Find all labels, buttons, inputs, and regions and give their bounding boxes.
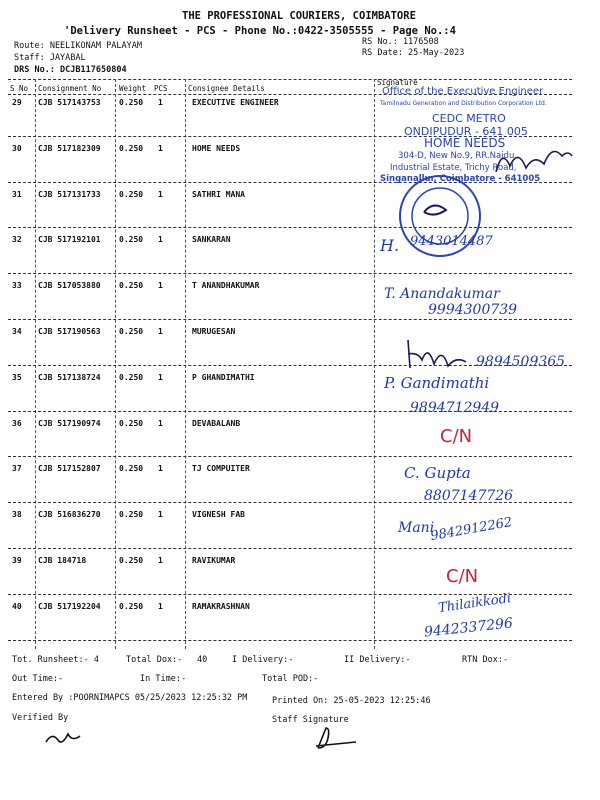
row-consignment: CJB 517138724: [38, 373, 101, 382]
staff-label: Staff: JAYABAL: [14, 53, 86, 63]
row-pcs: 1: [158, 235, 163, 244]
row-consignment: CJB 517190974: [38, 419, 101, 428]
row-sno: 38: [12, 510, 22, 519]
ii-delivery: II Delivery:-: [344, 655, 411, 665]
row-consignment: CJB 517053880: [38, 281, 101, 290]
printed-on: Printed On: 25-05-2023 12:25:46: [272, 696, 431, 706]
row-pcs: 1: [158, 419, 163, 428]
handwriting-row33-name: T. Anandakumar: [384, 286, 500, 302]
row-divider: [8, 548, 572, 549]
handwriting-row36-mark: C/N: [440, 426, 473, 447]
col-sno: S No: [10, 84, 29, 93]
row-sno: 36: [12, 419, 22, 428]
handwriting-row40-phone: 9442337296: [423, 615, 514, 641]
total-dox-label: Total Dox:-: [126, 655, 183, 665]
rs-date: RS Date: 25-May-2023: [362, 48, 465, 58]
row-weight: 0.250: [119, 373, 144, 382]
row-consignee: HOME NEEDS: [192, 144, 241, 153]
handwriting-row34-phone: 9894509365: [476, 354, 566, 370]
row-sno: 32: [12, 235, 22, 244]
total-pod: Total POD:-: [262, 674, 319, 684]
row-sno: 33: [12, 281, 22, 290]
row-consignment: CJB 517131733: [38, 190, 101, 199]
home-stamp-line2: 304-D, New No.9, RR.Naidu: [398, 151, 515, 161]
row-pcs: 1: [158, 98, 163, 107]
row-consignee: VIGNESH FAB: [192, 510, 245, 519]
col-consignment: Consignment No: [38, 84, 102, 93]
row-weight: 0.250: [119, 281, 144, 290]
handwriting-row37-phone: 8807147726: [424, 488, 514, 504]
row-consignee: P GHANDIMATHI: [192, 373, 255, 382]
row-weight: 0.250: [119, 190, 144, 199]
row-weight: 0.250: [119, 327, 144, 336]
row-weight: 0.250: [119, 602, 144, 611]
row-consignee: DEVABALANB: [192, 419, 241, 428]
office-stamp-line2: Tamilnadu Generation and Distribution Corporation Ltd.: [380, 100, 547, 107]
staff-signature: Staff Signature: [272, 715, 349, 725]
rs-number: RS No.: 1176508: [362, 37, 439, 47]
row-consignee: RAMAKRASHNAN: [192, 602, 250, 611]
office-stamp-line3: CEDC METRO: [432, 112, 506, 125]
row-consignment: CJB 184718: [38, 556, 87, 565]
signature-row34: [404, 334, 474, 374]
company-title: THE PROFESSIONAL COURIERS, COIMBATORE: [182, 10, 416, 22]
drs-number: DRS No.: DCJB117650804: [14, 65, 127, 75]
row-consignee: TJ COMPUITER: [192, 464, 250, 473]
row-pcs: 1: [158, 556, 163, 565]
row-sno: 34: [12, 327, 22, 336]
verifier-signature: [42, 728, 82, 748]
entered-by: Entered By :POORNIMAPCS 05/25/2023 12:25:32 PM: [12, 693, 248, 703]
row-consignment: CJB 516836270: [38, 510, 101, 519]
handwriting-row38-name: Mani: [398, 520, 435, 536]
row-weight: 0.250: [119, 419, 144, 428]
row-pcs: 1: [158, 327, 163, 336]
row-weight: 0.250: [119, 464, 144, 473]
row-weight: 0.250: [119, 510, 144, 519]
row-consignment: CJB 517152807: [38, 464, 101, 473]
row-divider: [8, 319, 572, 320]
row-sno: 35: [12, 373, 22, 382]
row-consignee: SANKARAN: [192, 235, 231, 244]
row-divider: [8, 640, 572, 641]
row-consignment: CJB 517182309: [38, 144, 101, 153]
home-stamp-line3: Industrial Estate, Trichy Road,: [390, 163, 517, 173]
handwriting-row40-name: Thilaikkodi: [437, 590, 513, 617]
row-consignment: CJB 517192101: [38, 235, 101, 244]
tot-runsheet: Tot. Runsheet:- 4: [12, 655, 99, 665]
route-label: Route: NEELIKONAM PALAYAM: [14, 41, 142, 51]
handwriting-row39-mark: C/N: [446, 566, 479, 587]
runsheet-title: 'Delivery Runsheet - PCS - Phone No.:0422-3505555 - Page No.:4: [64, 25, 456, 37]
row-weight: 0.250: [119, 235, 144, 244]
row-pcs: 1: [158, 464, 163, 473]
verified-by: Verified By: [12, 713, 69, 723]
col-signature: Signature: [377, 78, 418, 87]
row-pcs: 1: [158, 373, 163, 382]
row-pcs: 1: [158, 190, 163, 199]
row-sno: 40: [12, 602, 22, 611]
row-consignee: T ANANDHAKUMAR: [192, 281, 260, 290]
row-consignment: CJB 517192204: [38, 602, 101, 611]
office-stamp-line1: Office of the Executive Engineer: [382, 86, 544, 97]
home-stamp-line1: HOME NEEDS: [424, 136, 506, 150]
i-delivery: I Delivery:-: [232, 655, 294, 665]
handwriting-row38-phone: 9842912262: [429, 514, 514, 545]
handwriting-row35-phone: 9894712949: [410, 400, 500, 416]
row-weight: 0.250: [119, 98, 144, 107]
row-sno: 37: [12, 464, 22, 473]
handwriting-row32-phone: 9443014487: [410, 234, 493, 249]
in-time: In Time:-: [140, 674, 187, 684]
row-pcs: 1: [158, 602, 163, 611]
total-dox-value: 40: [197, 655, 208, 665]
col-pcs: PCS: [154, 84, 168, 93]
row-pcs: 1: [158, 144, 163, 153]
row-consignment: CJB 517190563: [38, 327, 101, 336]
rtn-dox: RTN Dox:-: [462, 655, 509, 665]
staff-signature-mark: [312, 724, 362, 754]
office-stamp-line4: ONDIPUDUR - 641 005: [404, 125, 528, 138]
row-consignee: EXECUTIVE ENGINEER: [192, 98, 279, 107]
signature-row32: H.: [380, 236, 400, 255]
signature-row30: [492, 140, 577, 180]
row-consignment: CJB 517143753: [38, 98, 101, 107]
row-consignee: MURUGESAN: [192, 327, 236, 336]
col-weight: Weight: [119, 84, 147, 93]
row-consignee: SATHRI MANA: [192, 190, 245, 199]
home-stamp-line4: Singanallur, Coimbatore - 641005: [380, 174, 541, 184]
row-divider: [8, 227, 572, 228]
out-time: Out Time:-: [12, 674, 64, 684]
row-sno: 31: [12, 190, 22, 199]
handwriting-row37-name: C. Gupta: [404, 464, 471, 482]
col-consignee: Consignee Details: [188, 84, 265, 93]
row-sno: 29: [12, 98, 22, 107]
row-divider: [8, 456, 572, 457]
row-divider: [8, 273, 572, 274]
row-sno: 39: [12, 556, 22, 565]
row-weight: 0.250: [119, 556, 144, 565]
row-weight: 0.250: [119, 144, 144, 153]
handwriting-row35-name: P. Gandimathi: [384, 374, 490, 392]
row-consignee: RAVIKUMAR: [192, 556, 236, 565]
row-sno: 30: [12, 144, 22, 153]
row-pcs: 1: [158, 510, 163, 519]
row-pcs: 1: [158, 281, 163, 290]
handwriting-row33-phone: 9994300739: [428, 302, 518, 318]
